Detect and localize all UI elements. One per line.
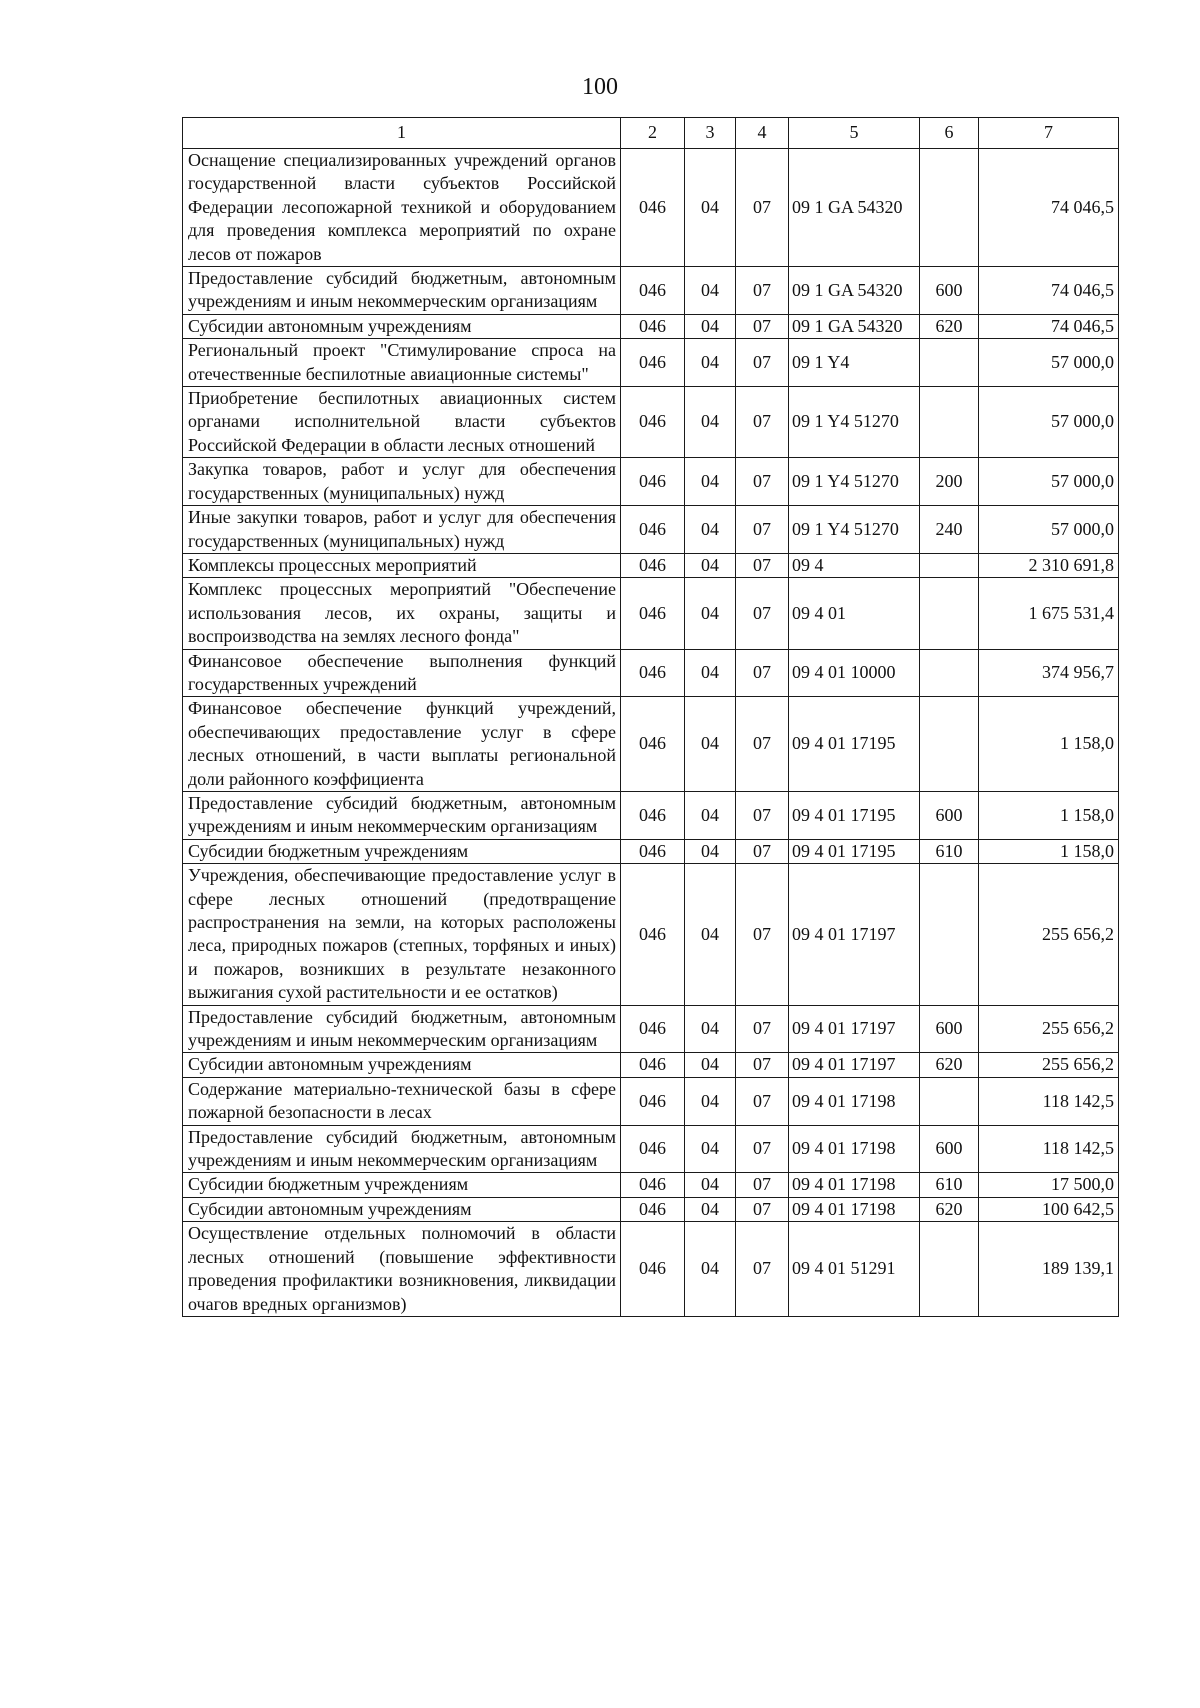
row-amount: 2 310 691,8 bbox=[979, 553, 1119, 577]
row-ministry-code: 046 bbox=[621, 314, 685, 338]
row-expense-type: 600 bbox=[920, 1125, 979, 1173]
row-subsection: 07 bbox=[736, 387, 789, 458]
row-target-article: 09 1 Y4 51270 bbox=[789, 387, 920, 458]
row-target-article: 09 4 01 17198 bbox=[789, 1173, 920, 1197]
row-ministry-code: 046 bbox=[621, 458, 685, 506]
row-amount: 255 656,2 bbox=[979, 864, 1119, 1005]
row-expense-type bbox=[920, 864, 979, 1005]
row-section: 04 bbox=[685, 1125, 736, 1173]
row-section: 04 bbox=[685, 387, 736, 458]
row-target-article: 09 4 01 51291 bbox=[789, 1222, 920, 1317]
header-col-6: 6 bbox=[920, 118, 979, 149]
row-subsection: 07 bbox=[736, 267, 789, 315]
row-subsection: 07 bbox=[736, 339, 789, 387]
page-number: 100 bbox=[582, 74, 618, 100]
table-row bbox=[183, 697, 1119, 792]
row-expense-type bbox=[920, 387, 979, 458]
row-section: 04 bbox=[685, 578, 736, 649]
row-section: 04 bbox=[685, 1005, 736, 1053]
row-section: 04 bbox=[685, 649, 736, 697]
row-amount: 255 656,2 bbox=[979, 1053, 1119, 1077]
row-section: 04 bbox=[685, 267, 736, 315]
row-amount: 74 046,5 bbox=[979, 149, 1119, 267]
row-amount: 1 158,0 bbox=[979, 839, 1119, 863]
row-section: 04 bbox=[685, 839, 736, 863]
table-row bbox=[183, 506, 1119, 554]
row-name: Закупка товаров, работ и услуг для обеспечения государственных (муниципальных) нужд bbox=[183, 458, 621, 506]
table-row bbox=[183, 1053, 1119, 1077]
row-name: Приобретение беспилотных авиационных систем органами исполнительной власти субъектов Российской Федерации в области лесных отношений bbox=[183, 387, 621, 458]
row-section: 04 bbox=[685, 339, 736, 387]
row-subsection: 07 bbox=[736, 791, 789, 839]
row-amount: 118 142,5 bbox=[979, 1125, 1119, 1173]
row-amount: 57 000,0 bbox=[979, 339, 1119, 387]
row-subsection: 07 bbox=[736, 1197, 789, 1221]
header-row bbox=[183, 118, 1119, 149]
row-expense-type bbox=[920, 578, 979, 649]
row-expense-type bbox=[920, 1077, 979, 1125]
row-subsection: 07 bbox=[736, 649, 789, 697]
row-amount: 100 642,5 bbox=[979, 1197, 1119, 1221]
row-ministry-code: 046 bbox=[621, 506, 685, 554]
row-name: Региональный проект "Стимулирование спроса на отечественные беспилотные авиационные системы" bbox=[183, 339, 621, 387]
row-target-article: 09 4 01 10000 bbox=[789, 649, 920, 697]
table-row bbox=[183, 553, 1119, 577]
row-ministry-code: 046 bbox=[621, 1053, 685, 1077]
row-name: Учреждения, обеспечивающие предоставление услуг в сфере лесных отношений (предотвращение распространения на земли, на которых расположены леса, природных пожаров (степных, торфяных и иных) и пожаров, возникших в результате незаконного выжигания сухой растительности и ее остатков) bbox=[183, 864, 621, 1005]
row-name: Предоставление субсидий бюджетным, автономным учреждениям и иным некоммерческим организациям bbox=[183, 267, 621, 315]
row-name: Субсидии автономным учреждениям bbox=[183, 314, 621, 338]
row-target-article: 09 1 Y4 51270 bbox=[789, 506, 920, 554]
row-target-article: 09 4 01 17197 bbox=[789, 1053, 920, 1077]
table-row bbox=[183, 839, 1119, 863]
row-name: Субсидии бюджетным учреждениям bbox=[183, 1173, 621, 1197]
row-name: Комплекс процессных мероприятий "Обеспечение использования лесов, их охраны, защиты и воспроизводства на землях лесного фонда" bbox=[183, 578, 621, 649]
row-name: Предоставление субсидий бюджетным, автономным учреждениям и иным некоммерческим организациям bbox=[183, 1005, 621, 1053]
table-row bbox=[183, 1222, 1119, 1317]
row-expense-type: 620 bbox=[920, 1053, 979, 1077]
row-subsection: 07 bbox=[736, 1222, 789, 1317]
row-subsection: 07 bbox=[736, 506, 789, 554]
row-ministry-code: 046 bbox=[621, 791, 685, 839]
row-name: Финансовое обеспечение выполнения функций государственных учреждений bbox=[183, 649, 621, 697]
table-row bbox=[183, 1077, 1119, 1125]
row-expense-type bbox=[920, 149, 979, 267]
row-ministry-code: 046 bbox=[621, 1197, 685, 1221]
row-subsection: 07 bbox=[736, 314, 789, 338]
row-subsection: 07 bbox=[736, 697, 789, 792]
row-section: 04 bbox=[685, 864, 736, 1005]
row-amount: 255 656,2 bbox=[979, 1005, 1119, 1053]
header-col-2: 2 bbox=[621, 118, 685, 149]
row-target-article: 09 1 GA 54320 bbox=[789, 314, 920, 338]
row-ministry-code: 046 bbox=[621, 553, 685, 577]
row-amount: 17 500,0 bbox=[979, 1173, 1119, 1197]
row-target-article: 09 4 01 17198 bbox=[789, 1077, 920, 1125]
header-col-5: 5 bbox=[789, 118, 920, 149]
row-target-article: 09 4 01 17195 bbox=[789, 791, 920, 839]
table-row bbox=[183, 458, 1119, 506]
table-row bbox=[183, 387, 1119, 458]
row-ministry-code: 046 bbox=[621, 839, 685, 863]
header-col-3: 3 bbox=[685, 118, 736, 149]
row-target-article: 09 4 bbox=[789, 553, 920, 577]
row-expense-type bbox=[920, 697, 979, 792]
row-section: 04 bbox=[685, 1053, 736, 1077]
row-ministry-code: 046 bbox=[621, 1222, 685, 1317]
table-row bbox=[183, 339, 1119, 387]
table-row bbox=[183, 267, 1119, 315]
row-section: 04 bbox=[685, 314, 736, 338]
row-ministry-code: 046 bbox=[621, 864, 685, 1005]
row-amount: 1 158,0 bbox=[979, 791, 1119, 839]
table-row bbox=[183, 1125, 1119, 1173]
row-subsection: 07 bbox=[736, 864, 789, 1005]
row-target-article: 09 4 01 17195 bbox=[789, 839, 920, 863]
row-expense-type bbox=[920, 1222, 979, 1317]
row-name: Субсидии автономным учреждениям bbox=[183, 1053, 621, 1077]
row-subsection: 07 bbox=[736, 149, 789, 267]
row-ministry-code: 046 bbox=[621, 1173, 685, 1197]
row-target-article: 09 1 GA 54320 bbox=[789, 267, 920, 315]
row-name: Предоставление субсидий бюджетным, автономным учреждениям и иным некоммерческим организациям bbox=[183, 1125, 621, 1173]
row-ministry-code: 046 bbox=[621, 1125, 685, 1173]
table-row bbox=[183, 1197, 1119, 1221]
row-subsection: 07 bbox=[736, 1173, 789, 1197]
row-name: Финансовое обеспечение функций учреждений, обеспечивающих предоставление услуг в сфере лесных отношений, в части выплаты региональной доли районного коэффициента bbox=[183, 697, 621, 792]
row-ministry-code: 046 bbox=[621, 697, 685, 792]
row-name: Иные закупки товаров, работ и услуг для обеспечения государственных (муниципальных) нужд bbox=[183, 506, 621, 554]
row-target-article: 09 4 01 bbox=[789, 578, 920, 649]
row-target-article: 09 4 01 17197 bbox=[789, 864, 920, 1005]
row-expense-type bbox=[920, 553, 979, 577]
row-ministry-code: 046 bbox=[621, 149, 685, 267]
row-expense-type: 600 bbox=[920, 267, 979, 315]
row-amount: 57 000,0 bbox=[979, 506, 1119, 554]
row-subsection: 07 bbox=[736, 578, 789, 649]
table-row bbox=[183, 864, 1119, 1005]
row-section: 04 bbox=[685, 1077, 736, 1125]
row-section: 04 bbox=[685, 506, 736, 554]
row-expense-type: 200 bbox=[920, 458, 979, 506]
row-subsection: 07 bbox=[736, 1077, 789, 1125]
table-row bbox=[183, 578, 1119, 649]
table-row bbox=[183, 149, 1119, 267]
row-target-article: 09 4 01 17198 bbox=[789, 1197, 920, 1221]
row-expense-type: 600 bbox=[920, 1005, 979, 1053]
row-section: 04 bbox=[685, 458, 736, 506]
row-expense-type: 620 bbox=[920, 314, 979, 338]
row-subsection: 07 bbox=[736, 553, 789, 577]
row-amount: 374 956,7 bbox=[979, 649, 1119, 697]
row-target-article: 09 1 GA 54320 bbox=[789, 149, 920, 267]
row-name: Осуществление отдельных полномочий в области лесных отношений (повышение эффективности проведения профилактики возникновения, ликвидации очагов вредных организмов) bbox=[183, 1222, 621, 1317]
row-name: Субсидии бюджетным учреждениям bbox=[183, 839, 621, 863]
row-amount: 74 046,5 bbox=[979, 267, 1119, 315]
row-section: 04 bbox=[685, 553, 736, 577]
table-row bbox=[183, 1005, 1119, 1053]
row-expense-type: 610 bbox=[920, 1173, 979, 1197]
row-target-article: 09 1 Y4 51270 bbox=[789, 458, 920, 506]
row-subsection: 07 bbox=[736, 1053, 789, 1077]
row-section: 04 bbox=[685, 1222, 736, 1317]
row-expense-type: 610 bbox=[920, 839, 979, 863]
row-expense-type: 620 bbox=[920, 1197, 979, 1221]
row-ministry-code: 046 bbox=[621, 1077, 685, 1125]
row-target-article: 09 4 01 17198 bbox=[789, 1125, 920, 1173]
table-row bbox=[183, 314, 1119, 338]
row-name: Субсидии автономным учреждениям bbox=[183, 1197, 621, 1221]
table-row bbox=[183, 791, 1119, 839]
header-col-4: 4 bbox=[736, 118, 789, 149]
row-expense-type: 240 bbox=[920, 506, 979, 554]
table-row bbox=[183, 1173, 1119, 1197]
budget-table bbox=[182, 117, 1119, 1317]
row-section: 04 bbox=[685, 1173, 736, 1197]
row-name: Оснащение специализированных учреждений органов государственной власти субъектов Российской Федерации лесопожарной техникой и оборудованием для проведения комплекса мероприятий по охране лесов от пожаров bbox=[183, 149, 621, 267]
row-ministry-code: 046 bbox=[621, 578, 685, 649]
row-target-article: 09 4 01 17197 bbox=[789, 1005, 920, 1053]
row-ministry-code: 046 bbox=[621, 1005, 685, 1053]
header-col-1: 1 bbox=[183, 118, 621, 149]
row-amount: 74 046,5 bbox=[979, 314, 1119, 338]
row-expense-type bbox=[920, 649, 979, 697]
row-amount: 189 139,1 bbox=[979, 1222, 1119, 1317]
row-name: Комплексы процессных мероприятий bbox=[183, 553, 621, 577]
table-row bbox=[183, 649, 1119, 697]
row-target-article: 09 4 01 17195 bbox=[789, 697, 920, 792]
row-subsection: 07 bbox=[736, 839, 789, 863]
row-amount: 57 000,0 bbox=[979, 458, 1119, 506]
row-name: Содержание материально-технической базы в сфере пожарной безопасности в лесах bbox=[183, 1077, 621, 1125]
row-ministry-code: 046 bbox=[621, 387, 685, 458]
row-subsection: 07 bbox=[736, 1125, 789, 1173]
row-amount: 1 675 531,4 bbox=[979, 578, 1119, 649]
table-body bbox=[183, 149, 1119, 1317]
row-subsection: 07 bbox=[736, 458, 789, 506]
row-ministry-code: 046 bbox=[621, 267, 685, 315]
row-amount: 57 000,0 bbox=[979, 387, 1119, 458]
row-ministry-code: 046 bbox=[621, 339, 685, 387]
row-subsection: 07 bbox=[736, 1005, 789, 1053]
row-section: 04 bbox=[685, 149, 736, 267]
row-ministry-code: 046 bbox=[621, 649, 685, 697]
row-section: 04 bbox=[685, 1197, 736, 1221]
row-section: 04 bbox=[685, 791, 736, 839]
row-target-article: 09 1 Y4 bbox=[789, 339, 920, 387]
row-expense-type: 600 bbox=[920, 791, 979, 839]
row-expense-type bbox=[920, 339, 979, 387]
header-col-7: 7 bbox=[979, 118, 1119, 149]
row-section: 04 bbox=[685, 697, 736, 792]
row-amount: 118 142,5 bbox=[979, 1077, 1119, 1125]
row-amount: 1 158,0 bbox=[979, 697, 1119, 792]
row-name: Предоставление субсидий бюджетным, автономным учреждениям и иным некоммерческим организациям bbox=[183, 791, 621, 839]
